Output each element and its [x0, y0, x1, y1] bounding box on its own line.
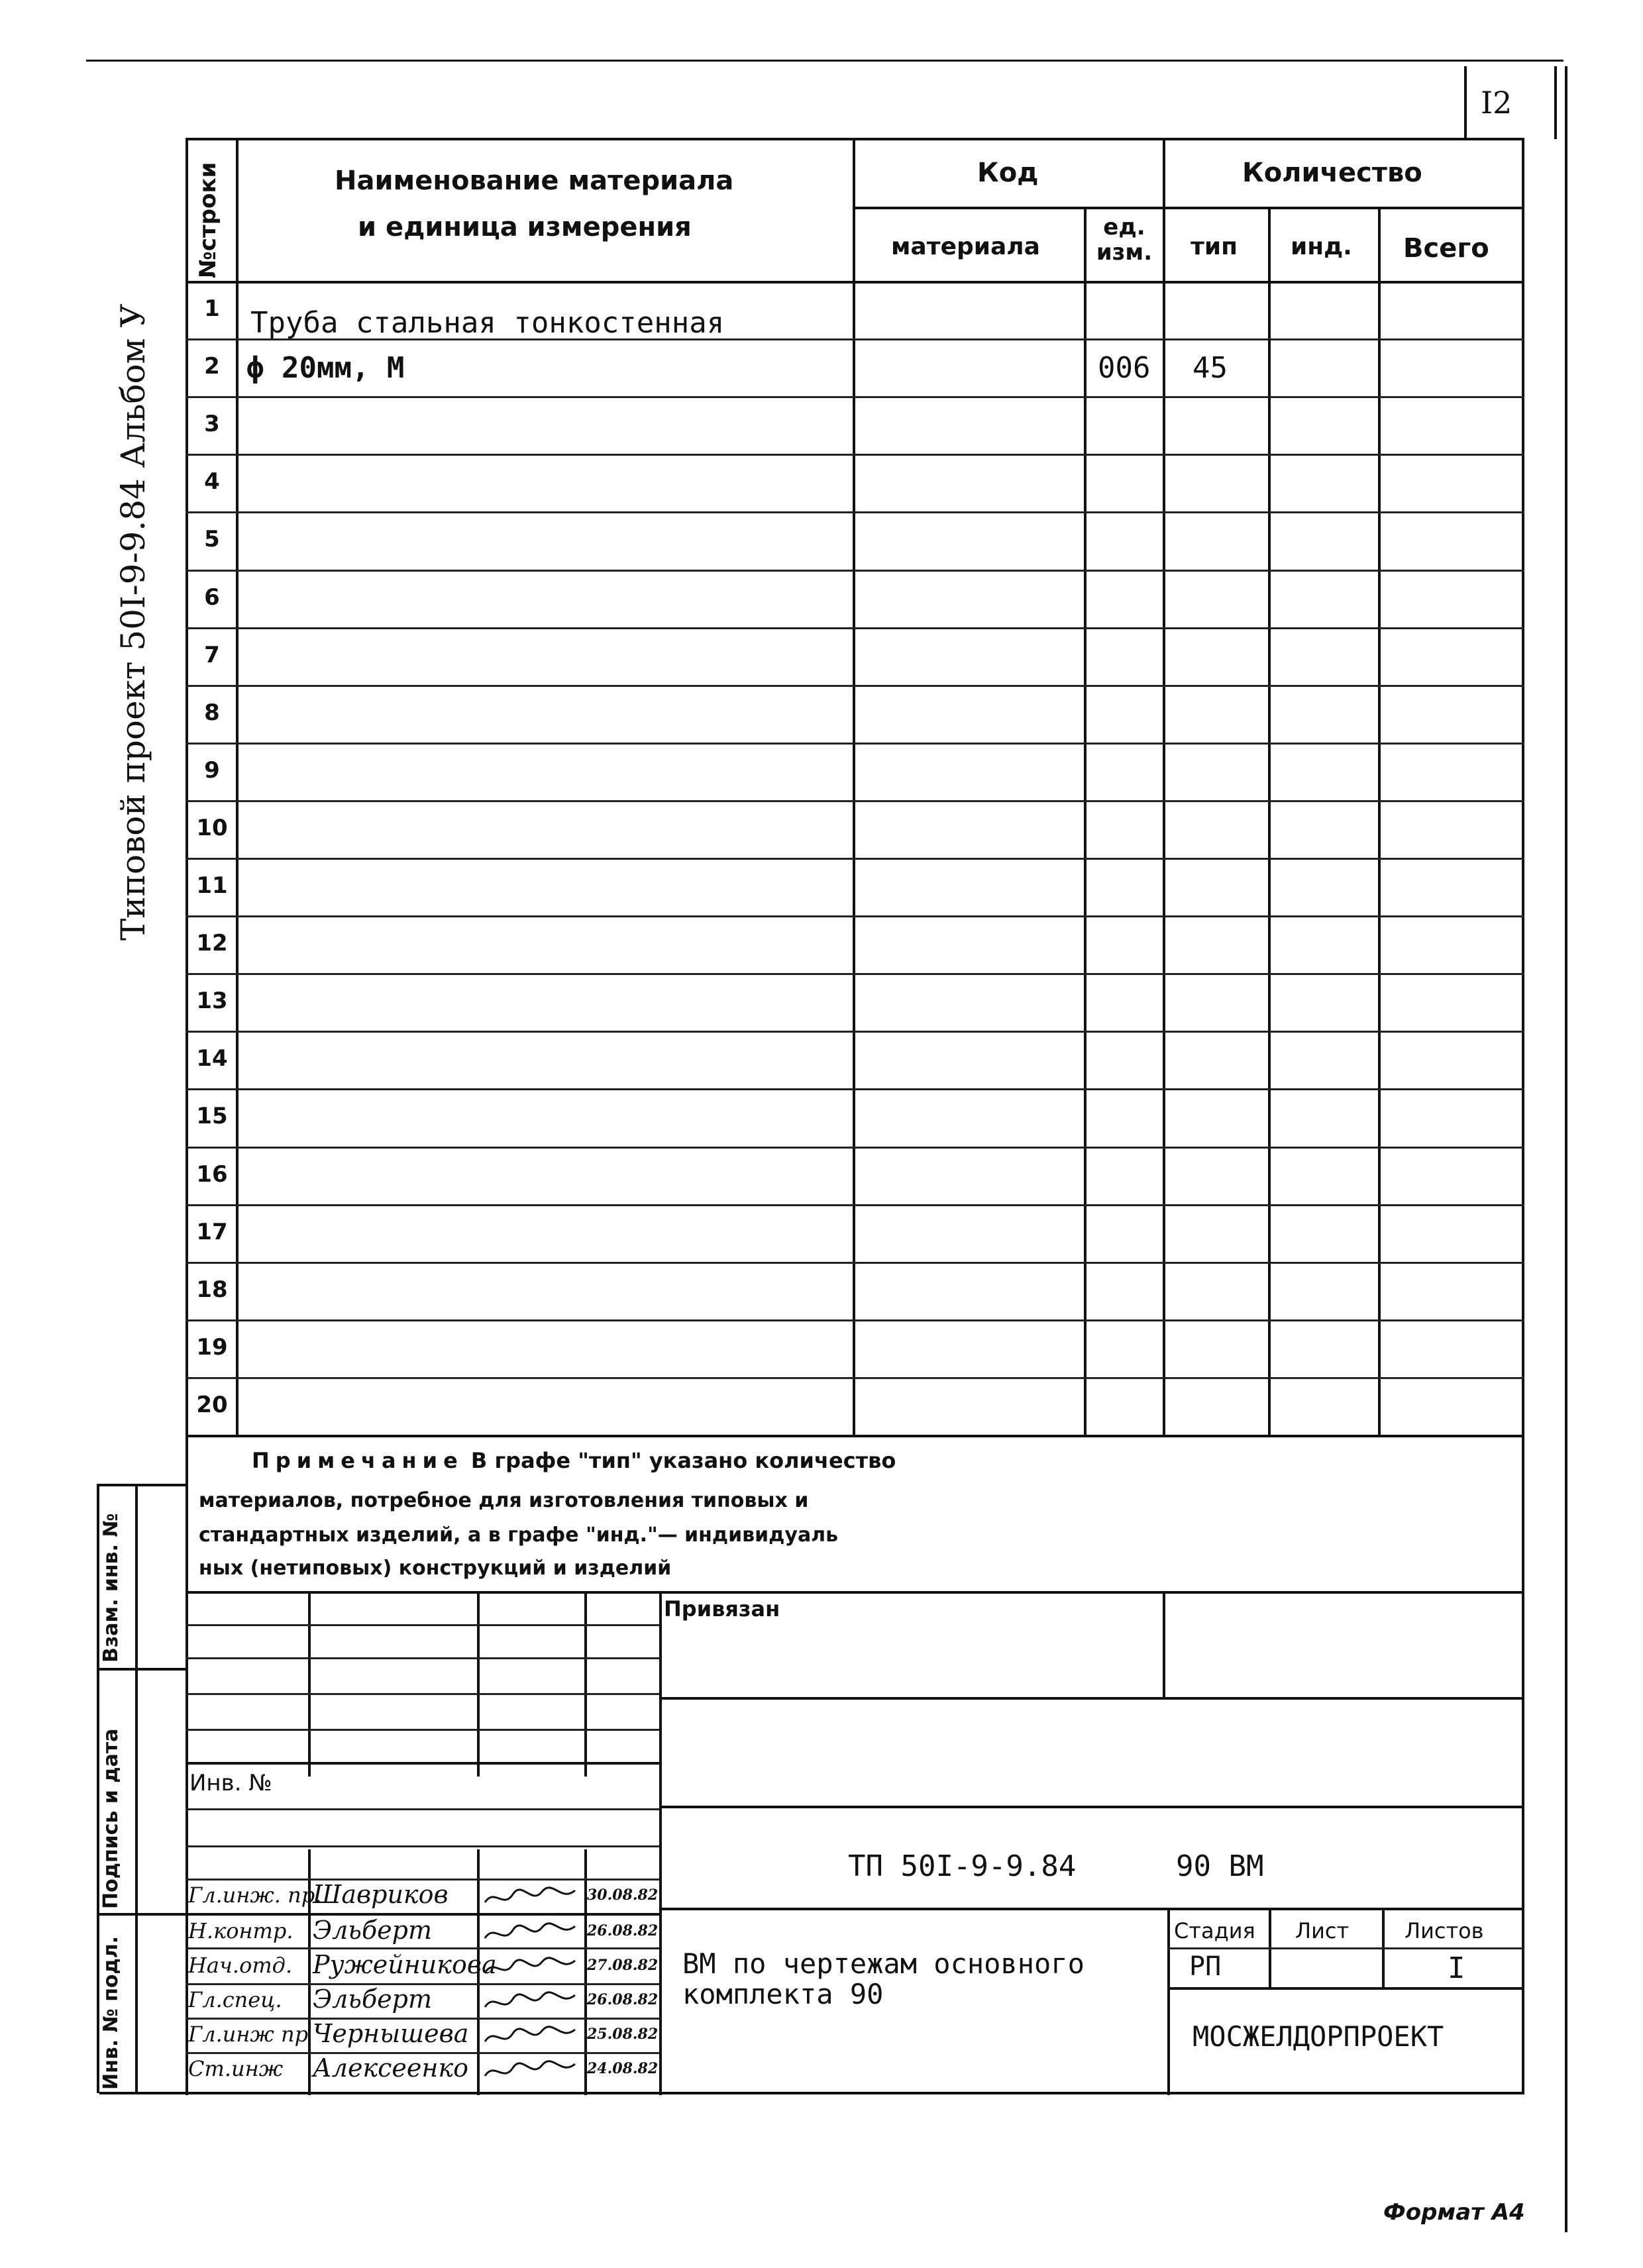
- signature-mark: [481, 1987, 580, 2019]
- col-material-right: [1084, 207, 1086, 1437]
- row-separator: [186, 396, 1524, 398]
- col-unit-right: [1163, 138, 1165, 1437]
- page-number: I2: [1481, 85, 1512, 121]
- side-stamp-mid: [135, 1484, 138, 2093]
- row-separator: [186, 685, 1524, 687]
- row-number: 8: [204, 699, 220, 726]
- row-separator: [186, 1147, 1524, 1149]
- signature-mark: [481, 2022, 580, 2053]
- header-qty-type: тип: [1191, 233, 1238, 260]
- note-line-1: [252, 1448, 896, 1473]
- row-number: 16: [196, 1160, 228, 1188]
- stamp-h-4: [186, 1729, 659, 1731]
- header-code: Код: [977, 158, 1039, 188]
- row-number: 10: [196, 814, 228, 841]
- signature-role: Гл.инж пр: [188, 2022, 309, 2047]
- row-number: 9: [204, 756, 220, 784]
- note-title: Примечание: [252, 1448, 464, 1473]
- row-separator: [186, 743, 1524, 745]
- stamp-top-line: [186, 1591, 1524, 1594]
- header-name-line2: и единица измерения: [358, 212, 692, 242]
- note-text-1: В графе "тип" указано количество: [470, 1448, 896, 1473]
- entry-type-qty-row-2: 45: [1192, 351, 1228, 385]
- table-right-border: [1522, 138, 1524, 2092]
- signature-name: Эльберт: [313, 1916, 432, 1945]
- stamp-col-2: [477, 1591, 480, 1777]
- signature-date: 24.08.82: [587, 2060, 659, 2077]
- entry-unit-code-row-2: 006: [1098, 351, 1151, 385]
- stamp-stage-label: Стадия: [1174, 1918, 1255, 1943]
- signature-date: 26.08.82: [587, 1991, 659, 2008]
- table-top-border: [186, 138, 1524, 140]
- row-number: 19: [196, 1333, 228, 1361]
- row-number: 4: [204, 468, 220, 495]
- signature-name: Шавриков: [313, 1880, 449, 1909]
- format-label: Формат А4: [1383, 2199, 1525, 2226]
- signature-role: Н.контр.: [188, 1918, 293, 1943]
- header-mid-line: [853, 207, 1524, 209]
- stamp-col-3: [584, 1591, 587, 1777]
- side-stamp-h-1: [97, 1668, 186, 1671]
- stamp-sheet-label: Лист: [1295, 1918, 1350, 1943]
- header-quantity: Количество: [1242, 158, 1422, 188]
- stamp-linked-label: Привязан: [664, 1596, 780, 1622]
- row-separator: [186, 973, 1524, 975]
- stamp-h-10: [186, 1947, 659, 1949]
- side-stamp-top: [97, 1484, 186, 1486]
- stamp-stage-left: [1167, 1909, 1170, 2095]
- row-number: 11: [196, 872, 228, 899]
- stamp-col-4: [659, 1591, 662, 2095]
- signature-mark: [481, 2056, 580, 2088]
- stamp-stage-h-2: [1167, 1987, 1524, 1990]
- row-number: 7: [204, 641, 220, 668]
- header-code-unit: ед. изм.: [1096, 214, 1153, 266]
- header-row-number: №строки: [195, 162, 221, 278]
- page-number-box-right: [1554, 66, 1557, 139]
- frame-right-border: [1565, 66, 1567, 2232]
- top-border-line: [86, 60, 1564, 62]
- row-separator: [186, 511, 1524, 513]
- row-separator: [186, 627, 1524, 629]
- stamp-title-line2: комплекта 90: [682, 1978, 884, 2010]
- stamp-stage-h-1: [1167, 1947, 1524, 1949]
- row-separator: [186, 1319, 1524, 1321]
- table-bottom-line: [186, 1435, 1524, 1437]
- signature-name: Чернышева: [313, 2019, 469, 2048]
- row-number: 5: [204, 526, 220, 553]
- signature-date: 27.08.82: [587, 1957, 659, 1974]
- row-separator: [186, 1088, 1524, 1090]
- stamp-doc-mark: 90 ВМ: [1176, 1849, 1264, 1883]
- side-sign-date: Подпись и дата: [99, 1728, 123, 1909]
- stamp-h-1: [186, 1624, 659, 1626]
- signature-mark: [481, 1882, 580, 1914]
- row-separator: [186, 858, 1524, 860]
- stamp-r-h-1: [659, 1697, 1524, 1700]
- note-line-3: стандартных изделий, а в графе "инд."— индивидуаль: [199, 1523, 839, 1547]
- signature-name: Ружейникова: [313, 1950, 497, 1979]
- note-line-4: ных (нетиповых) конструкций и изделий: [199, 1557, 672, 1580]
- row-separator: [186, 454, 1524, 456]
- header-bottom-line: [186, 281, 1524, 284]
- signature-date: 30.08.82: [587, 1886, 659, 1904]
- signature-mark: [481, 1918, 580, 1950]
- stamp-h-5: [186, 1762, 659, 1765]
- col-ind-right: [1378, 207, 1381, 1437]
- stamp-linked-right: [1163, 1591, 1165, 1698]
- stamp-h-2: [186, 1657, 659, 1659]
- header-qty-ind: инд.: [1291, 233, 1352, 260]
- signature-role: Гл.инж. пр.: [188, 1882, 322, 1908]
- row-number: 3: [204, 411, 220, 438]
- row-separator: [186, 570, 1524, 572]
- side-inv-orig: Инв. № подл.: [99, 1935, 123, 2090]
- row-number: 14: [196, 1045, 228, 1072]
- stamp-inv-no-label: Инв. №: [189, 1770, 272, 1796]
- row-number: 20: [196, 1391, 228, 1418]
- side-project-label: Типовой проект 50I-9-9.84 Альбом У: [114, 303, 152, 941]
- stamp-bottom-line: [99, 2092, 1524, 2094]
- stamp-h-3: [186, 1693, 659, 1695]
- signature-name: Эльберт: [313, 1984, 432, 2014]
- row-separator: [186, 1031, 1524, 1033]
- stamp-sheets-label: Листов: [1404, 1918, 1484, 1943]
- entry-name-row-2: ϕ 20мм, М: [246, 351, 405, 385]
- col-type-right: [1268, 207, 1271, 1437]
- stamp-r-h-2: [659, 1806, 1524, 1808]
- stamp-stage-sep2: [1382, 1909, 1385, 1990]
- row-number: 13: [196, 988, 228, 1015]
- col-rowno-right: [236, 138, 238, 1437]
- stamp-organization: МОСЖЕЛДОРПРОЕКТ: [1192, 2020, 1444, 2053]
- signature-date: 25.08.82: [587, 2026, 659, 2043]
- row-separator: [186, 1262, 1524, 1264]
- side-stamp-h-2: [97, 1913, 186, 1916]
- stamp-r-h-3: [659, 1908, 1524, 1910]
- entry-name-row-1: Труба стальная тонкостенная: [250, 306, 725, 340]
- header-code-material: материала: [891, 233, 1040, 260]
- signature-role: Ст.инж: [188, 2056, 284, 2081]
- signature-mark: [481, 1953, 580, 1984]
- stamp-stage-sep1: [1269, 1909, 1271, 1990]
- row-number: 15: [196, 1103, 228, 1130]
- row-number: 17: [196, 1218, 228, 1245]
- note-line-2: материалов, потребное для изготовления типовых и: [199, 1489, 809, 1512]
- stamp-sheets-value: I: [1448, 1951, 1465, 1985]
- row-separator: [186, 800, 1524, 802]
- row-separator: [186, 915, 1524, 917]
- stamp-col-1: [308, 1591, 311, 1777]
- row-separator: [186, 1204, 1524, 1206]
- header-qty-total: Всего: [1403, 233, 1489, 264]
- stamp-stage-value: РП: [1189, 1951, 1222, 1982]
- signature-role: Нач.отд.: [188, 1953, 293, 1978]
- signature-name: Алексеенко: [313, 2053, 469, 2083]
- row-number: 1: [204, 295, 220, 322]
- row-number: 6: [204, 584, 220, 611]
- row-separator: [186, 1377, 1524, 1379]
- header-name: Наименование материала: [335, 166, 734, 196]
- side-replace-inv: Взам. инв. №: [99, 1513, 123, 1663]
- row-number: 12: [196, 930, 228, 957]
- row-number: 18: [196, 1276, 228, 1303]
- signature-role: Гл.спец.: [188, 1987, 282, 2012]
- page-number-box-left: [1464, 66, 1467, 139]
- col-name-right: [853, 138, 855, 1437]
- signature-date: 26.08.82: [587, 1922, 659, 1939]
- stamp-h-6: [186, 1808, 659, 1810]
- row-number: 2: [204, 353, 220, 380]
- stamp-h-7: [186, 1845, 659, 1847]
- stamp-doc-code: ТП 50I-9-9.84: [848, 1849, 1077, 1883]
- stamp-title-line1: ВМ по чертежам основного: [682, 1947, 1085, 1980]
